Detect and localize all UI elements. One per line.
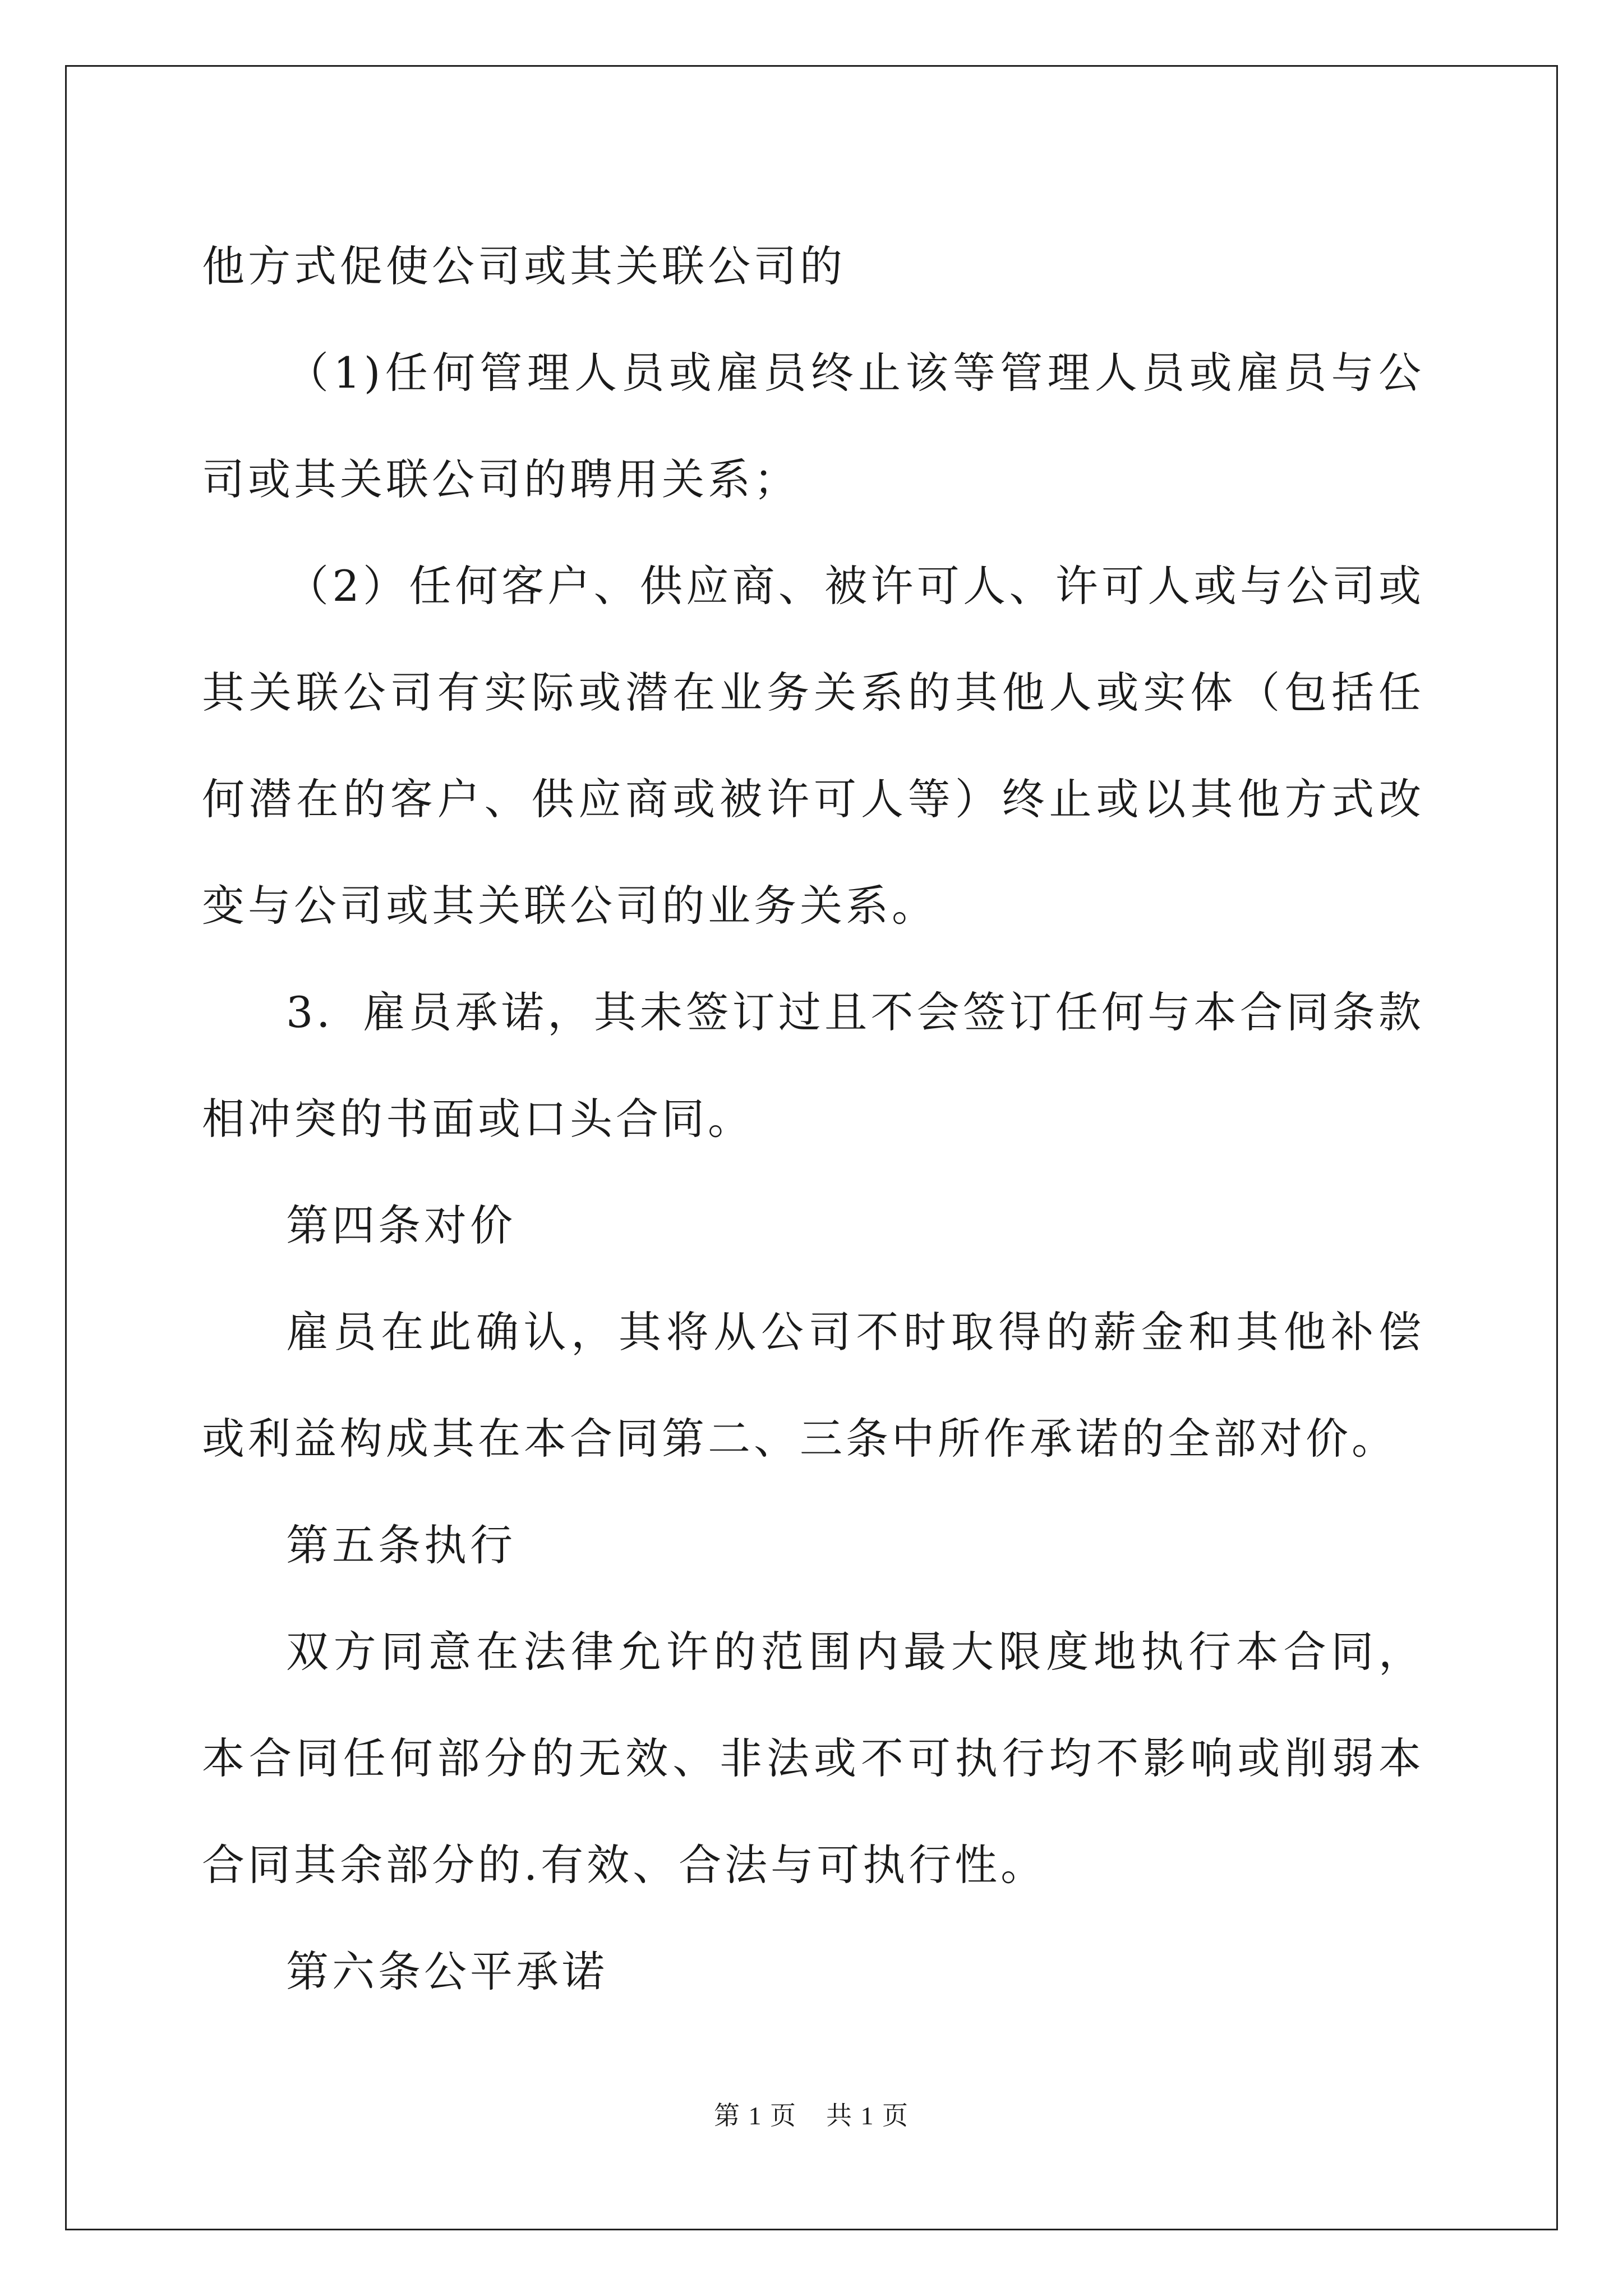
paragraph-6: 雇员在此确认，其将从公司不时取得的薪金和其他补偿或利益构成其在本合同第二、三条中所作承诺的全部对价。	[202, 1307, 1424, 1464]
document-body	[202, 213, 1424, 2025]
paragraph-8: 双方同意在法律允许的范围内最大限度地执行本合同，本合同任何部分的无效、非法或不可执行均不影响或削弱本合同其余部分的.有效、合法与可执行性。	[202, 1627, 1424, 1890]
section-heading-article-6: 第六条公平承诺	[286, 1947, 608, 1996]
page-total: 共 1 页	[826, 2101, 909, 2130]
page-footer	[0, 2095, 1623, 2132]
paragraph-3: （2）任何客户、供应商、被许可人、许可人或与公司或其关联公司有实际或潜在业务关系的其他人或实体（包括任何潜在的客户、供应商或被许可人等）终止或以其他方式改变与公司或其关联公司的业务关系。	[202, 561, 1424, 931]
paragraph-4: 3．雇员承诺，其未签订过且不会签订任何与本合同条款相冲突的书面或口头合同。	[202, 987, 1424, 1144]
paragraph-1: 他方式促使公司或其关联公司的	[202, 241, 846, 291]
page-number: 第 1 页	[714, 2101, 797, 2130]
paragraph-2: （1)任何管理人员或雇员终止该等管理人员或雇员与公司或其关联公司的聘用关系；	[202, 348, 1424, 504]
section-heading-article-5: 第五条执行	[286, 1520, 516, 1570]
section-heading-article-4: 第四条对价	[286, 1200, 516, 1250]
